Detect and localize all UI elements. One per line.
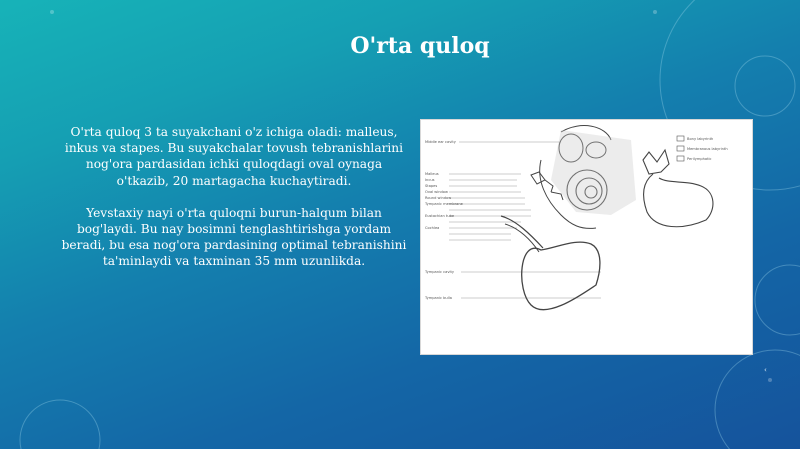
ear-diagram-image: [420, 119, 753, 355]
legend-label: Perilymphatic: [687, 157, 712, 161]
diagram-label: Middle ear cavity: [425, 140, 456, 144]
slide-title: O'rta quloq: [350, 33, 490, 59]
slide-body: [58, 124, 410, 286]
slide-nav-indicator[interactable]: ‹: [764, 366, 767, 374]
paragraph-ossicles: O'rta quloq 3 ta suyakchani o'z ichiga oladi: malleus, inkus va stapes. Bu suyakchalar tovush tebranishlarini nog'ora pardasidan ichki quloqdagi oval oynaga o'tkazib, 20 martagacha kuchaytiradi.: [64, 125, 404, 188]
diagram-label: Incus: [425, 178, 435, 182]
diagram-label: Cochlea: [425, 226, 440, 230]
diagram-label: Oval window: [425, 190, 448, 194]
diagram-label: Tympanic bulla: [425, 296, 452, 300]
diagram-label: Tympanic cavity: [425, 270, 454, 274]
legend-label: Bony labyrinth: [687, 137, 714, 141]
legend-label: Membranous labyrinth: [687, 147, 728, 151]
diagram-label: Malleus: [425, 172, 439, 176]
diagram-label: Stapes: [425, 184, 438, 188]
diagram-label: Tympanic membrane: [425, 202, 463, 206]
paragraph-eustachian-tube: Yevstaxiy nayi o'rta quloqni burun-halqum bilan bog'laydi. Bu nay bosimni tenglashtirishga yordam beradi, bu esa nog'ora pardasining optimal tebranishini ta'minlaydi va taxminan 35 mm uzunlikda.: [61, 205, 407, 269]
diagram-label: Eustachian tube: [425, 214, 455, 218]
diagram-label: Round window: [425, 196, 452, 200]
